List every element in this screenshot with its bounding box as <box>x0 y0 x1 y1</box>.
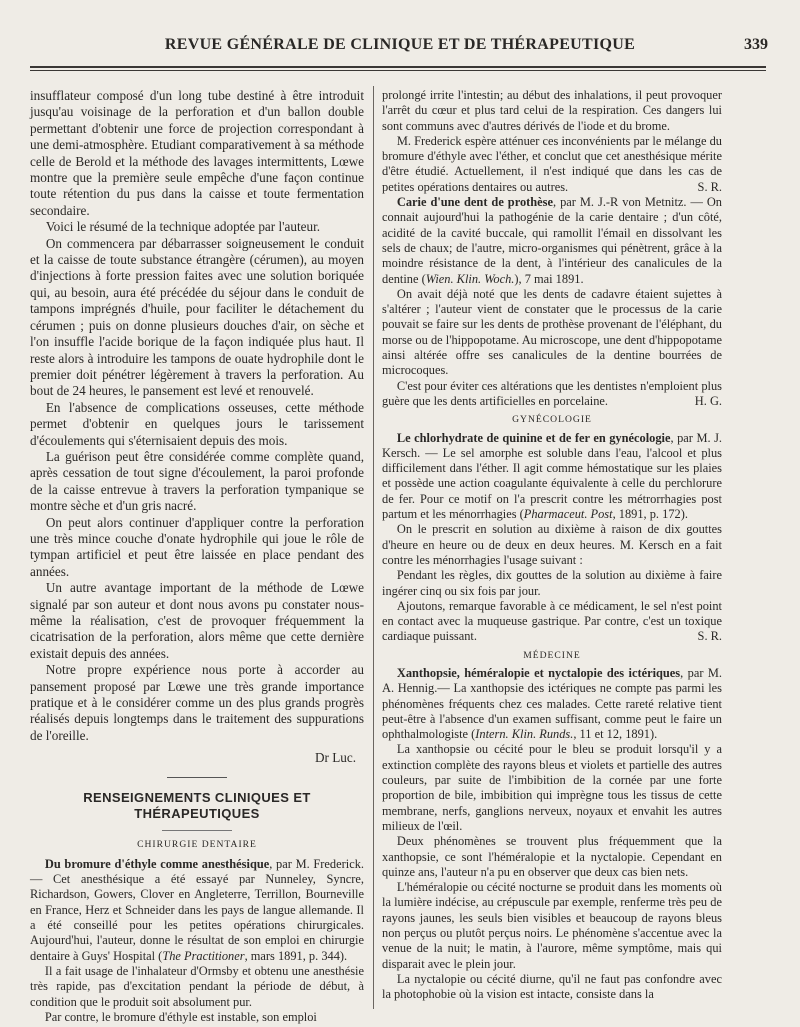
paragraph: Par contre, le bromure d'éthyle est instable, son emploi <box>44 1009 317 1024</box>
paragraph <box>382 134 722 195</box>
article-author: , par M. J.-R von Metnitz. <box>553 195 687 210</box>
article-author: , par M. Frederick. <box>269 856 364 871</box>
paragraph-text: M. Frederick espère atténuer ces inconvénients par le mélange du bromure d'éthyle avec l'éther, et conclut que cet anesthésique mérite d'être étudié. Actuellement, il n'est indiqué que dans les cas de petites opérations dentaires ou autres. <box>382 133 722 194</box>
paragraph: L'héméralopie ou cécité nocturne se produit dans les moments où la lumière indécise, au crépuscule par exemple, renferme très peu de rayons jaunes, les seuls bien visibles et beaucoup de rayons bleus non perçus ou plutôt perçus noirs. Le phénomène s'accentue avec la venue de la nuit; le matin, à l'aurore, même symptôme, mais qui disparait avec le plein jour. <box>382 880 722 971</box>
paragraph: On peut alors continuer d'appliquer contre la perforation une très mince couche d'onate hydrophile qui joue le rôle de tympan artificiel et peut être laissée en place pendant des années. <box>30 514 364 579</box>
author-signature: S. R. <box>697 179 722 194</box>
citation: Intern. Klin. Runds. <box>475 727 574 742</box>
article-text: — Cet anesthésique a été essayé par Nunneley, Syncre, Richardson, Gowers, Clover en Angleterre, Terrillon, Bourneville en France, Herz et Schneider dans les pays de langue allemande. Il a été conseillé pour les petites opérations chirurgicales. Aujourd'hui, l'auteur, donne le résultat de son emploi en chirurgie dentaire à Guys' Hospital ( <box>30 872 364 963</box>
article-text: , 11 et 12, 1891). <box>573 727 658 742</box>
paragraph: La xanthopsie ou cécité pour le bleu se produit lorsqu'il y a extinction complète des rayons bleus et violets et partielle des autres couleurs, par suite de l'imbibition de la cornée par une forte proportion de bile, imbibition qui imprègne tous les tissus de cette membrane, nerfs, ganglions nerveux, noyaux et envahit les autres milieux de l'œil. <box>382 742 722 833</box>
article-text: — On connait aujourd'hui la pathogénie de la carie dentaire ; d'un côté, acidité de la cavité buccale, qui ramollit l'émail en dissolvant les sels de chaux; de l'autre, micro-organismes qui pénètrent, grâce à la moindre résistance de la dent, à l'intérieur des canalicules de la dentine ( <box>382 195 722 286</box>
article-text: ), 7 mai 1891. <box>514 271 584 286</box>
author-signature: Dr Luc. <box>314 750 356 766</box>
journal-title: REVUE GÉNÉRALE DE CLINIQUE ET DE THÉRAPEUTIQUE <box>164 36 636 53</box>
article-text: — La xanthopsie des ictériques ne compte pas parmi les phénomènes fréquents chez ces malades. Cette rareté relative tient peut-être à l'absence d'un examen suffisant, comme peut le faire un ophthalmologiste ( <box>382 681 722 742</box>
article-author: , par M. A. Hennig. <box>382 665 722 696</box>
article-title: Xanthopsie, héméralopie et nyctalopie des ictériques <box>396 665 681 680</box>
article-text: — Le sel amorphe est soluble dans l'eau, l'alcool et plus difficilement dans l'éther. Il agit comme hémostatique sur les plaies et possède une action coagulante équivalente à celle du perchlorure de fer. Pour ce motif on l'a prescrit contre les métrorrhagies post partum et les ménorrhagies ( <box>382 445 722 522</box>
header-rule-thin <box>30 70 766 71</box>
paragraph: On avait déjà noté que les dents de cadavre étaient sujettes à s'altérer ; l'auteur vient de constater que le processus de la carie pouvait se faire sur les dents de prothèse provenant de l'éléphant, du morse ou de l'hippopotame. Au microscope, une dent d'hippopotame ainsi altérée offre ses canalicules de la dentine bourrées de microcoques. <box>382 286 722 378</box>
paragraph: Pendant les règles, dix gouttes de la solution au dixième à faire ingérer cinq ou six fois par jour. <box>382 568 722 598</box>
citation: Wien. Klin. Woch. <box>425 271 515 286</box>
paragraph: Notre propre expérience nous porte à accorder au pansement proposé par Lœwe une très grande importance pratique et à le considérer comme un des plus grands progrès réalisés depuis longtemps dans le traitement des suppurations de l'oreille. <box>30 662 364 743</box>
column-divider <box>373 86 374 1009</box>
article-title: Le chlorhydrate de quinine et de fer en gynécologie <box>396 430 671 445</box>
subsection-heading: GYNÉCOLOGIE <box>512 414 592 426</box>
paragraph-text: Ajoutons, remarque favorable à ce médicament, le sel n'est point en contact avec la muqueuse gastrique. Par contre, c'est un toxique cardiaque puissant. <box>382 598 722 644</box>
article-text: , mars 1891, p. 344). <box>244 948 348 963</box>
section-separator <box>167 777 227 778</box>
paragraph-text: C'est pour éviter ces altérations que les dentistes n'emploient plus guère que les dents artificielles en porcelaine. <box>382 378 722 408</box>
section-title: RENSEIGNEMENTS CLINIQUES ET THÉRAPEUTIQUES <box>83 789 311 822</box>
paragraph: On le prescrit en solution au dixième à raison de dix gouttes d'heure en heure ou de deux en deux heures. M. Kersch en a fait contre les ménorrhagies l'usage suivant : <box>382 522 722 567</box>
subsection-heading: CHIRURGIE DENTAIRE <box>137 839 257 851</box>
article-title: Du bromure d'éthyle comme anesthésique <box>44 856 270 871</box>
paragraph: La guérison peut être considérée comme complète quand, après cessation de tout signe d'écoulement, la paroi profonde de la caisse entrevue à travers la perforation tympanique se montre sèche et d'un gris nacré. <box>30 448 364 514</box>
paragraph: insufflateur composé d'un long tube destiné à être introduit jusqu'au voisinage de la perforation et d'un ballon double permettant d'obtenir une force de projection correspondant à une demi-atmosphère. Etudiant comparativement à sa méthode celle de Berold et la méthode des lavages intermittents, Lœwe montre que la première seule empêche d'une façon continue toute rétention du pus dans la caisse et toute fermentation secondaire. <box>30 88 364 218</box>
paragraph: Voici le résumé de la technique adoptée par l'auteur. <box>45 219 321 235</box>
section-title-rule <box>162 830 232 831</box>
article-text: , 1891, p. 172). <box>612 507 688 522</box>
paragraph <box>382 379 722 410</box>
paragraph: Deux phénomènes se trouvent plus fréquemment que la xanthopsie, ce sont l'héméralopie et la nyctalopie. Cependant en quinze ans, l'auteur n'a pu en observer que deux cas bien nets. <box>382 834 722 879</box>
running-header <box>30 34 770 60</box>
paragraph <box>382 599 722 645</box>
header-rule <box>30 66 766 68</box>
article-author: , par M. J. Kersch. <box>382 430 722 460</box>
paragraph: La nyctalopie ou cécité diurne, qu'il ne faut pas confondre avec la photophobie où la vision est intacte, consiste dans la <box>382 971 722 1002</box>
paragraph: En l'absence de complications osseuses, cette méthode permet d'obtenir en quelques jours le tarissement d'écoulements qui s'éternisaient depuis des mois. <box>30 399 364 448</box>
citation: The Practitioner <box>162 948 245 963</box>
author-signature: S. R. <box>697 629 722 644</box>
paragraph: prolongé irrite l'intestin; au début des inhalations, il peut provoquer l'arrêt du cœur et plus tard celui de la respiration. Ces dangers lui sont communs avec d'autres dérivés de l'iode et du brome. <box>382 88 722 133</box>
author-signature: H. G. <box>694 393 722 408</box>
paragraph: Il a fait usage de l'inhalateur d'Ormsby et obtenu une anesthésie très rapide, pas d'excitation pendant la période de début, à condition que le produit soit absolument pur. <box>30 963 364 1009</box>
page-number: 339 <box>744 36 768 53</box>
citation: Pharmaceut. Post <box>523 507 613 522</box>
article-title: Carie d'une dent de prothèse <box>396 195 554 210</box>
subsection-heading: MÉDECINE <box>523 649 581 661</box>
paragraph: Un autre avantage important de la méthode de Lœwe signalé par son auteur et dont nous avons pu constater nous-même la réalisation, c'est de provoquer fréquemment la cicatrisation de la perforation, alors même que cette dernière existait depuis des années. <box>30 580 364 661</box>
left-column <box>30 88 364 1024</box>
paragraph: On commencera par débarrasser soigneusement le conduit et la caisse de toute substance étrangère (cérumen), au moyen d'injections à forte pression faites avec une solution boriquée qui, au besoin, aura été précédée du séjour dans le conduit de tampons imprégnés d'huile, pour faciliter le détachement du cérumen ; puis on donne plusieurs douches d'air, on sèche et l'on insuffle l'acide borique de la façon indiquée plus haut. Il reste alors à introduire les tampons de ouate hydrophile dont le premier doit pénétrer légèrement à travers la perforation. Au bout de 24 heures, le pansement est levé et renouvelé. <box>30 235 364 399</box>
article-block <box>30 857 364 1025</box>
right-column <box>382 88 722 1013</box>
